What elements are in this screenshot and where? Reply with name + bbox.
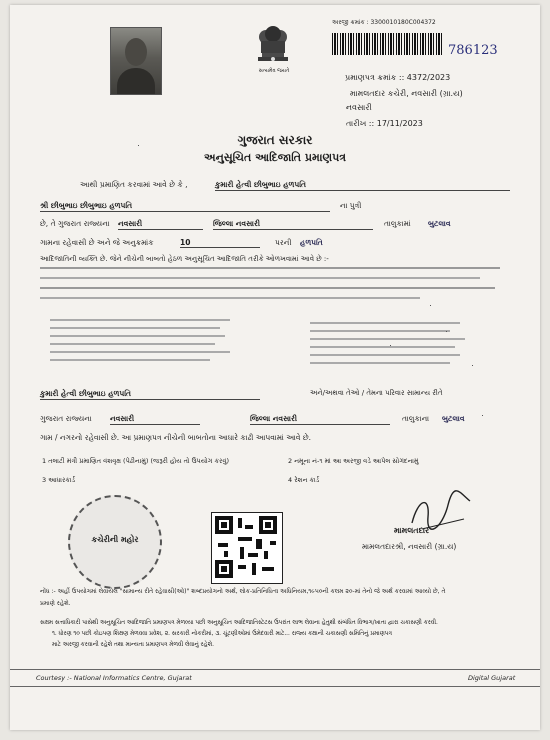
village-label: ગામના રહેવાસી છે અને જે અનુક્રમાંક — [40, 238, 154, 247]
residence-text: અને/અથવા તેઓ / તેમના પરિવાર સામાન્ય રીતે — [310, 389, 443, 397]
barcode — [332, 33, 444, 55]
applicant-name-repeat: કુમારી હેત્વી છીબુભાઇ હળપતિ — [40, 389, 260, 400]
basis-text: ગામ / નગરનો રહેવાસી છે. આ પ્રમાણપત્ર નીચેની બાબતોના આધારે કાઢી આપવામાં આવે છે. — [40, 433, 312, 442]
document-item-2: 2 નમૂના નં-૧ માં આ અરજી વડે આપેલ સોગંદનામું — [288, 457, 419, 465]
issuing-office: મામલતદાર કચેરી, નવસારી (ગ્રા.ય) — [350, 89, 463, 98]
state-label-2: ગુજરાત રાજ્યના — [40, 414, 92, 423]
taluka-value-2: બુટલાવ — [442, 414, 465, 423]
tribe-value: હળપતિ — [300, 238, 323, 247]
state-value: નવસારી — [118, 219, 203, 230]
note-2: સક્ષમ સત્તાધિકારી પાસેથી અનુસૂચિત આદિજાતિ પ્રમાણપત્ર મેળવ્યા પછી અનુસૂચિત આદિજાતિસ્ટેટસ ઉપરાંત લાભ લેવાના હેતુથી સંબંધિત વિભાગ/ખાતા દ્વારા ચકાસણી કરવી. — [40, 620, 438, 626]
taluka-label-2: તાલુકાના — [402, 414, 430, 423]
certify-label: આથી પ્રમાણિત કરવામાં આવે છે કે , — [80, 180, 188, 189]
document-item-1: 1 તલાટી મંત્રી પ્રમાણિત વંશવૃક્ષ (પેઢીનામું) (જરૂરી હોય તો ઉપયોગ કરવું) — [42, 457, 230, 465]
government-title: ગુજરાત સરકાર — [237, 133, 313, 147]
note-1: નોંધ :- અહીં ઉપયોગમાં લેવાયેલ "સામાન્ય રીતે રહેવાસી(ઓ)" શબ્દપ્રયોગનો અર્થ, લોક-પ્રતિનિધિત્વ અધિનિયમ,૧૯૫૦ની કલમ ૨૦-માં તેનો જે અર્થ કરવામાં આવ્યો છે, તે — [40, 588, 446, 595]
seal-text: કચેરીની મહોર — [91, 535, 139, 544]
certificate-title: અનુસૂચિત આદિજાતિ પ્રમાણપત્ર — [203, 151, 347, 164]
emblem-motto: સત્યમેવ જયતે — [258, 68, 290, 74]
relation-text: ના પુત્રી — [340, 201, 362, 210]
tribe-label: પરની — [275, 238, 292, 247]
application-number: અરજી ક્રમાંક : 3300010180C004372 — [332, 19, 436, 26]
document-item-3: 3 આધારકાર્ડ — [42, 476, 76, 484]
handwritten-number: 786123 — [448, 43, 498, 58]
taluka-value: બુટલાવ — [428, 219, 451, 228]
office-seal — [68, 495, 162, 589]
signatory-office: મામલતદારશ્રી, નવસારી (ગ્રા.ય) — [362, 542, 457, 551]
footer-courtesy: Courtesy :- National Informatics Centre, Gujarat — [36, 674, 192, 682]
note-3: ૧. ધોરણ ૧૦ પછી કોઇપણ શિક્ષણ મેળવવા પ્રવેશ, ૨. સરકારી નોકરીમાં, ૩. ચૂંટણીઓમાં ઉમેદવારી માટે... રાજ્ય કક્ષાની ચકાસણી સમિતિનું પ્રમાણપત્ર — [52, 631, 392, 637]
recognition-text: આદિજાતિની વ્યક્તિ છે. જેને નીચેની બાબતો હેઠળ અનુસૂચિત આદિજાતિ તરીકે ઓળખવામાં આવે છે :- — [40, 255, 329, 263]
certificate-number: પ્રમાણપત્ર ક્રમાંક :: 4372/2023 — [345, 73, 451, 82]
issuing-place: નવસારી — [346, 103, 372, 112]
applicant-photo — [110, 27, 162, 95]
applicant-name: કુમારી હેત્વી છીબુભાઇ હળપતિ — [215, 180, 510, 191]
serial-number: 10 — [180, 238, 260, 248]
state-label: છે, તે ગુજરાત રાજ્યના — [40, 219, 110, 228]
district-value: જિલ્લા નવસારી — [213, 219, 373, 230]
issue-date: તારીખ :: 17/11/2023 — [346, 119, 423, 128]
certificate-page — [10, 5, 540, 730]
taluka-label: તાલુકામાં — [384, 219, 411, 228]
signatory-title: મામલતદાર — [394, 526, 430, 535]
document-item-4: 4 રેશન કાર્ડ — [288, 476, 320, 484]
father-name: શ્રી છીબુભાઇ છીબુભાઇ હળપતિ — [40, 201, 330, 212]
note-1-cont: પ્રમાણે રહેશે. — [40, 600, 71, 607]
district-value-2: જિલ્લા નવસારી — [250, 414, 390, 425]
note-3-cont: માટે અરજી કરવાની રહેશે તથા માન્યતા પ્રમાણપત્ર મેળવી લેવાનું રહેશે. — [52, 642, 214, 648]
state-value-2: નવસારી — [110, 414, 200, 425]
footer-digital-gujarat: Digital Gujarat — [468, 674, 516, 682]
faint-clauses-block — [40, 267, 510, 372]
qr-code — [211, 512, 283, 584]
national-emblem-icon — [248, 21, 298, 67]
